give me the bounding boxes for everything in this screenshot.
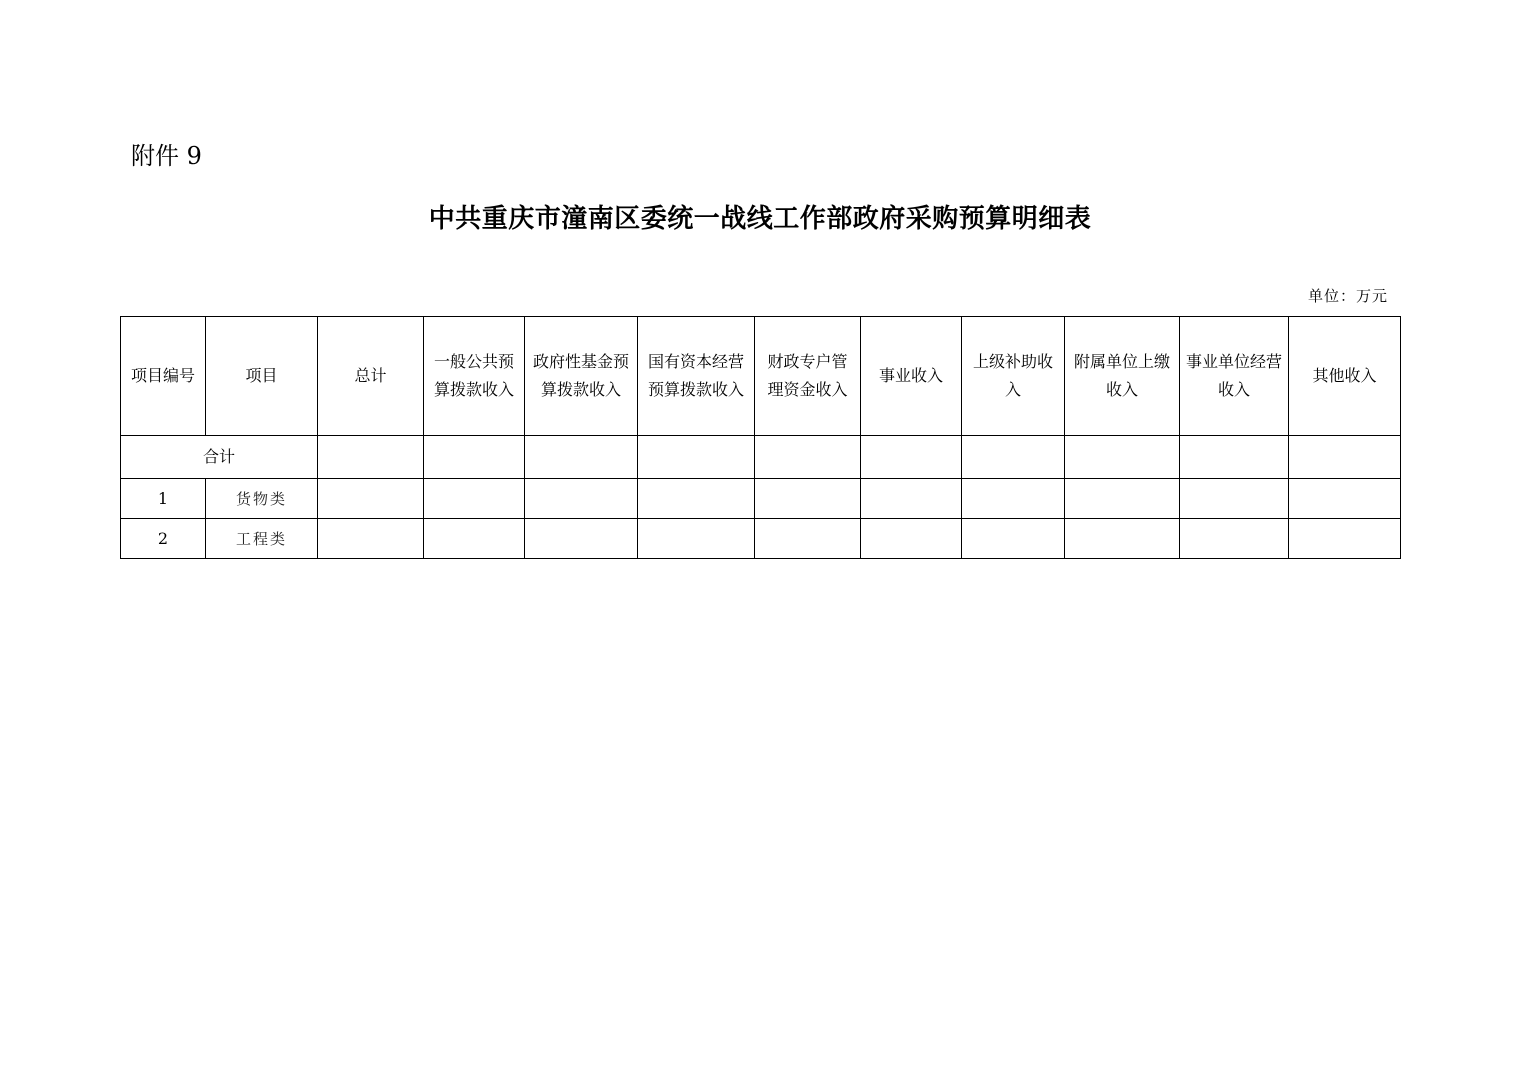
procurement-budget-table	[120, 316, 1401, 559]
table-cell	[861, 479, 962, 519]
header-other-income: 其他收入	[1289, 317, 1401, 436]
table-cell	[638, 479, 755, 519]
table-cell	[962, 519, 1065, 559]
header-fiscal-special-account: 财政专户管理资金收入	[755, 317, 861, 436]
row-number: 2	[121, 519, 206, 559]
header-general-public-budget: 一般公共预算拨款收入	[424, 317, 525, 436]
table-cell	[525, 479, 638, 519]
table-cell	[638, 436, 755, 479]
table-cell	[424, 479, 525, 519]
table-cell	[638, 519, 755, 559]
table-cell	[962, 436, 1065, 479]
row-name: 货物类	[206, 479, 318, 519]
table-cell	[861, 436, 962, 479]
table-cell	[1065, 436, 1180, 479]
table-cell	[318, 519, 424, 559]
header-state-capital-budget: 国有资本经营预算拨款收入	[638, 317, 755, 436]
table-row	[121, 519, 1401, 559]
table-cell	[1289, 436, 1401, 479]
header-project-number: 项目编号	[121, 317, 206, 436]
table-cell	[755, 519, 861, 559]
table-cell	[424, 519, 525, 559]
unit-label: 单位：万元	[1307, 287, 1388, 305]
table-cell	[1289, 519, 1401, 559]
header-project: 项目	[206, 317, 318, 436]
table-cell	[318, 479, 424, 519]
row-number: 1	[121, 479, 206, 519]
table-cell	[525, 519, 638, 559]
header-row	[121, 317, 1401, 436]
table-cell	[525, 436, 638, 479]
table-cell	[1065, 519, 1180, 559]
header-affiliated-unit-payment: 附属单位上缴收入	[1065, 317, 1180, 436]
table-cell	[1065, 479, 1180, 519]
table-cell	[1289, 479, 1401, 519]
table-cell	[424, 436, 525, 479]
table-cell	[962, 479, 1065, 519]
header-government-fund-budget: 政府性基金预算拨款收入	[525, 317, 638, 436]
header-superior-subsidy: 上级补助收入	[962, 317, 1065, 436]
total-row	[121, 436, 1401, 479]
table-cell	[1180, 479, 1289, 519]
table-cell	[755, 479, 861, 519]
table-cell	[318, 436, 424, 479]
attachment-label: 附件 9	[131, 142, 202, 170]
header-total: 总计	[318, 317, 424, 436]
table-cell	[1180, 436, 1289, 479]
page-title: 中共重庆市潼南区委统一战线工作部政府采购预算明细表	[428, 204, 1092, 234]
table-cell	[755, 436, 861, 479]
table-cell	[1180, 519, 1289, 559]
total-label: 合计	[121, 436, 318, 479]
header-business-income: 事业收入	[861, 317, 962, 436]
row-name: 工程类	[206, 519, 318, 559]
table-row	[121, 479, 1401, 519]
header-institution-operating-income: 事业单位经营收入	[1180, 317, 1289, 436]
table-cell	[861, 519, 962, 559]
